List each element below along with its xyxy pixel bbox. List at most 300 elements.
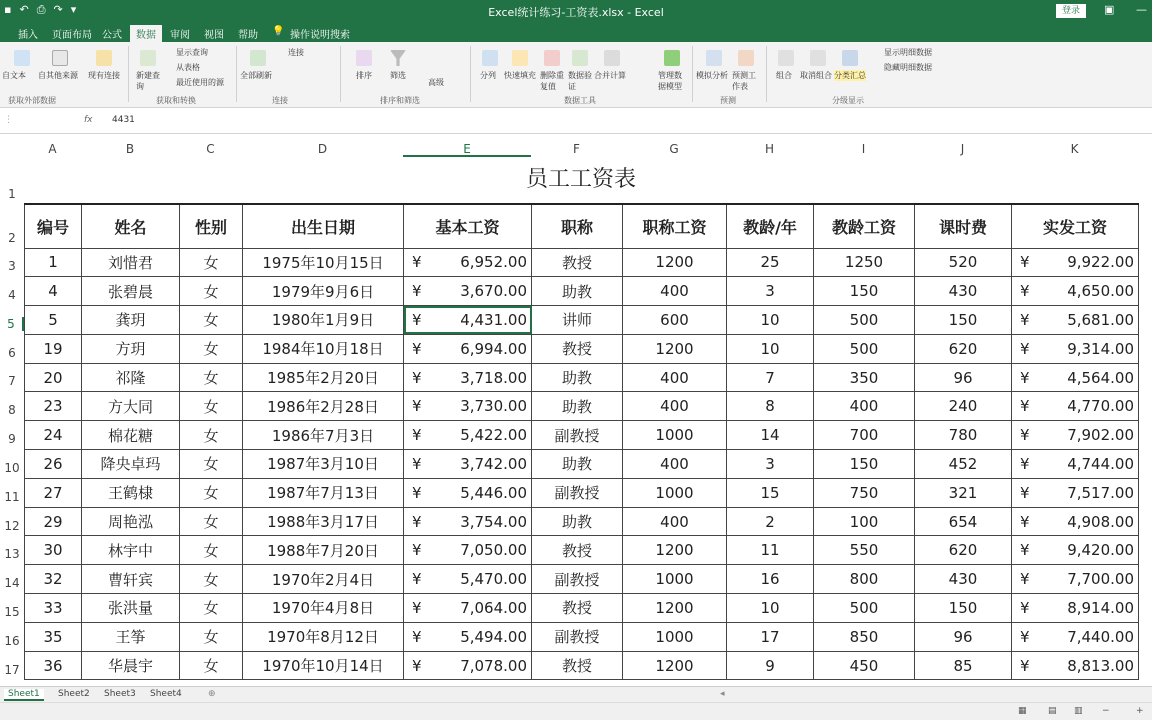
table-row	[25, 651, 1139, 680]
table-cell[interactable]: 1985年2月20日	[243, 363, 404, 392]
sheet-tab-2[interactable]: Sheet2	[58, 689, 90, 699]
currency-value: 3,730.00	[460, 397, 527, 416]
table-cell[interactable]	[1012, 248, 1139, 277]
table-cell[interactable]: 周艳泓	[82, 507, 180, 536]
what-if-analysis-button[interactable]: 模拟分析	[696, 71, 728, 80]
table-cell[interactable]: 女	[180, 450, 243, 479]
table-cell[interactable]: 850	[814, 622, 915, 651]
table-cell[interactable]: 1970年10月14日	[243, 651, 404, 680]
table-cell[interactable]: 150	[814, 277, 915, 306]
table-row	[25, 622, 1139, 651]
currency-symbol: ¥	[1020, 656, 1030, 675]
table-cell[interactable]: 450	[814, 651, 915, 680]
table-cell[interactable]	[1012, 334, 1139, 363]
table-cell[interactable]: 20	[25, 363, 82, 392]
currency-symbol: ¥	[1020, 627, 1030, 646]
data-model-icon	[664, 50, 680, 66]
zoom-out-icon[interactable]: −	[1102, 706, 1110, 716]
sheet-tab-1[interactable]: Sheet1	[4, 689, 44, 701]
table-cell[interactable]: 女	[180, 248, 243, 277]
table-cell[interactable]: 副教授	[532, 478, 623, 507]
table-cell[interactable]: 1000	[623, 478, 727, 507]
table-cell[interactable]	[404, 334, 532, 363]
table-cell[interactable]: 15	[727, 478, 814, 507]
page-layout-view-icon[interactable]: ▤	[1048, 706, 1057, 716]
table-cell[interactable]: 33	[25, 594, 82, 623]
sheet-title-cell[interactable]: 员工工资表	[525, 167, 636, 192]
column-header-i[interactable]: I	[813, 141, 914, 157]
table-cell[interactable]: 1986年2月28日	[243, 392, 404, 421]
table-cell[interactable]: 1200	[623, 536, 727, 565]
existing-connections-button[interactable]: 现有连接	[88, 71, 120, 80]
table-cell[interactable]: 16	[727, 565, 814, 594]
currency-value: 7,078.00	[460, 656, 527, 675]
table-row	[25, 306, 1139, 335]
table-cell[interactable]: 女	[180, 421, 243, 450]
table-cell[interactable]: 助教	[532, 363, 623, 392]
table-cell[interactable]: 36	[25, 651, 82, 680]
connections-button[interactable]: 连接	[288, 48, 304, 57]
normal-view-icon[interactable]: ▦	[1018, 706, 1027, 716]
table-cell[interactable]: 女	[180, 277, 243, 306]
currency-value: 7,700.00	[1067, 570, 1134, 589]
table-cell[interactable]: 助教	[532, 507, 623, 536]
remove-duplicates-button[interactable]: 删除重复值	[540, 71, 564, 91]
table-cell[interactable]	[1012, 478, 1139, 507]
ribbon-separator	[128, 46, 129, 102]
table-cell[interactable]: 女	[180, 334, 243, 363]
table-cell[interactable]: 150	[915, 306, 1012, 335]
table-cell[interactable]: 3	[727, 450, 814, 479]
ribbon-separator	[236, 46, 237, 102]
table-cell[interactable]: 1987年7月13日	[243, 478, 404, 507]
table-cell[interactable]: 23	[25, 392, 82, 421]
table-cell[interactable]: 1988年3月17日	[243, 507, 404, 536]
table-cell[interactable]: 520	[915, 248, 1012, 277]
table-cell[interactable]: 女	[180, 651, 243, 680]
show-queries-button[interactable]: 显示查询	[176, 48, 208, 57]
currency-symbol: ¥	[412, 368, 422, 387]
add-sheet-icon[interactable]: ⊕	[208, 689, 216, 699]
row-header[interactable]: 11	[4, 490, 20, 504]
table-cell[interactable]: 9	[727, 651, 814, 680]
recent-sources-button[interactable]: 最近使用的源	[176, 78, 224, 87]
table-cell[interactable]: 刘惜君	[82, 248, 180, 277]
table-cell[interactable]: 1970年2月4日	[243, 565, 404, 594]
table-cell[interactable]: 400	[814, 392, 915, 421]
table-cell[interactable]: 35	[25, 622, 82, 651]
table-cell[interactable]: 祁隆	[82, 363, 180, 392]
table-cell[interactable]: 150	[814, 450, 915, 479]
table-cell[interactable]: 助教	[532, 450, 623, 479]
column-header-j[interactable]: J	[914, 141, 1011, 157]
table-cell[interactable]: 1979年9月6日	[243, 277, 404, 306]
column-header-e[interactable]: E	[403, 141, 531, 157]
table-cell[interactable]: 430	[915, 565, 1012, 594]
currency-value: 6,994.00	[460, 339, 527, 358]
currency-value: 5,470.00	[460, 570, 527, 589]
column-header-h[interactable]: H	[726, 141, 813, 157]
table-cell[interactable]: 452	[915, 450, 1012, 479]
table-cell[interactable]: 助教	[532, 392, 623, 421]
table-cell[interactable]: 助教	[532, 277, 623, 306]
group-label-sort-filter: 排序和筛选	[380, 96, 420, 105]
tab-view[interactable]: 视图	[204, 30, 224, 41]
show-detail-button[interactable]: 显示明细数据	[884, 48, 932, 57]
row-header[interactable]: 8	[8, 403, 16, 417]
data-validation-button[interactable]: 数据验证	[568, 71, 592, 91]
column-header-a[interactable]: A	[24, 141, 81, 157]
table-cell[interactable]: 1	[25, 248, 82, 277]
table-cell[interactable]: 17	[727, 622, 814, 651]
hide-detail-button[interactable]: 隐藏明细数据	[884, 63, 932, 72]
table-cell[interactable]	[1012, 565, 1139, 594]
table-cell[interactable]	[1012, 594, 1139, 623]
table-cell[interactable]: 10	[727, 306, 814, 335]
currency-value: 7,064.00	[460, 598, 527, 617]
table-cell[interactable]: 2	[727, 507, 814, 536]
currency-symbol: ¥	[412, 627, 422, 646]
column-header-d[interactable]: D	[242, 141, 403, 157]
table-cell[interactable]	[404, 507, 532, 536]
other-sources-button[interactable]: 自其他来源	[38, 71, 78, 80]
tab-data[interactable]: 数据	[130, 25, 162, 42]
table-cell[interactable]	[404, 594, 532, 623]
login-button[interactable]: 登录	[1056, 4, 1086, 18]
table-cell[interactable]	[404, 306, 532, 335]
table-cell[interactable]	[1012, 277, 1139, 306]
header-cell[interactable]: 教龄/年	[727, 204, 814, 248]
table-cell[interactable]: 500	[814, 594, 915, 623]
table-cell[interactable]: 10	[727, 594, 814, 623]
column-header-f[interactable]: F	[531, 141, 622, 157]
table-cell[interactable]: 150	[915, 594, 1012, 623]
table-cell[interactable]: 10	[727, 334, 814, 363]
table-cell[interactable]: 女	[180, 565, 243, 594]
table-cell[interactable]: 女	[180, 392, 243, 421]
save-icon[interactable]: ▪	[4, 3, 12, 16]
sheet-tab-4[interactable]: Sheet4	[150, 689, 182, 699]
tab-insert[interactable]: 插入	[18, 30, 38, 41]
table-cell[interactable]: 女	[180, 507, 243, 536]
table-cell[interactable]: 800	[814, 565, 915, 594]
flash-fill-button[interactable]: 快速填充	[504, 71, 536, 80]
currency-value: 5,446.00	[460, 483, 527, 502]
currency-symbol: ¥	[1020, 253, 1030, 272]
table-cell[interactable]: 林宇中	[82, 536, 180, 565]
header-cell[interactable]: 教龄工资	[814, 204, 915, 248]
row-header[interactable]: 3	[8, 259, 16, 273]
table-cell[interactable]: 1987年3月10日	[243, 450, 404, 479]
table-cell[interactable]: 1000	[623, 565, 727, 594]
group-label-outline: 分级显示	[832, 96, 864, 105]
table-cell[interactable]: 1988年7月20日	[243, 536, 404, 565]
table-cell[interactable]: 副教授	[532, 421, 623, 450]
row-header[interactable]: 15	[4, 605, 20, 619]
table-cell[interactable]	[404, 536, 532, 565]
currency-value: 7,440.00	[1067, 627, 1134, 646]
table-cell[interactable]	[1012, 450, 1139, 479]
header-cell[interactable]: 实发工资	[1012, 204, 1139, 248]
table-cell[interactable]: 240	[915, 392, 1012, 421]
table-cell[interactable]: 400	[623, 277, 727, 306]
row-header[interactable]: 6	[8, 346, 16, 360]
table-cell[interactable]: 教授	[532, 594, 623, 623]
table-cell[interactable]: 1970年8月12日	[243, 622, 404, 651]
sheet-tab-3[interactable]: Sheet3	[104, 689, 136, 699]
table-cell[interactable]: 1200	[623, 248, 727, 277]
new-query-button[interactable]: 新建查询	[136, 71, 160, 91]
header-cell[interactable]: 课时费	[915, 204, 1012, 248]
tab-help[interactable]: 帮助	[238, 30, 258, 41]
table-cell[interactable]	[404, 363, 532, 392]
table-row	[25, 248, 1139, 277]
table-cell[interactable]	[404, 421, 532, 450]
sort-button[interactable]: 排序	[356, 71, 372, 80]
customize-toolbar-icon[interactable]: ▾	[70, 3, 77, 16]
table-row	[25, 450, 1139, 479]
column-header-b[interactable]: B	[81, 141, 179, 157]
tab-formulas[interactable]: 公式	[102, 30, 122, 41]
table-cell[interactable]: 29	[25, 507, 82, 536]
table-cell[interactable]	[1012, 507, 1139, 536]
table-cell[interactable]	[404, 248, 532, 277]
text-to-columns-button[interactable]: 分列	[480, 71, 496, 80]
row-header[interactable]: 1	[8, 187, 16, 201]
table-cell[interactable]: 7	[727, 363, 814, 392]
table-cell[interactable]: 620	[915, 334, 1012, 363]
table-cell[interactable]: 棉花糖	[82, 421, 180, 450]
table-cell[interactable]	[404, 622, 532, 651]
table-cell[interactable]: 1975年10月15日	[243, 248, 404, 277]
currency-value: 6,952.00	[460, 253, 527, 272]
table-cell[interactable]: 3	[727, 277, 814, 306]
print-preview-icon[interactable]: ⎙	[36, 3, 46, 16]
table-cell[interactable]	[404, 392, 532, 421]
row-header[interactable]: 14	[4, 576, 20, 590]
insert-function-icon[interactable]: fx	[84, 115, 93, 125]
column-header-g[interactable]: G	[622, 141, 726, 157]
currency-value: 7,902.00	[1067, 426, 1134, 445]
table-cell[interactable]	[1012, 363, 1139, 392]
table-cell[interactable]: 14	[727, 421, 814, 450]
from-text-button[interactable]: 自文本	[2, 71, 26, 80]
table-cell[interactable]: 张碧晨	[82, 277, 180, 306]
table-cell[interactable]: 王筝	[82, 622, 180, 651]
table-cell[interactable]	[404, 478, 532, 507]
name-box[interactable]: ⋮	[4, 115, 13, 125]
row-header[interactable]: 4	[8, 288, 16, 302]
table-cell[interactable]: 降央卓玛	[82, 450, 180, 479]
currency-symbol: ¥	[1020, 512, 1030, 531]
tell-me-search[interactable]: 操作说明搜索	[290, 30, 350, 41]
table-cell[interactable]: 8	[727, 392, 814, 421]
currency-value: 7,050.00	[460, 541, 527, 560]
table-cell[interactable]: 1000	[623, 421, 727, 450]
table-cell[interactable]	[1012, 421, 1139, 450]
table-cell[interactable]: 副教授	[532, 622, 623, 651]
table-cell[interactable]: 430	[915, 277, 1012, 306]
row-header[interactable]: 5	[0, 317, 24, 331]
advanced-filter-button[interactable]: 高级	[428, 78, 444, 87]
table-cell[interactable]: 1250	[814, 248, 915, 277]
header-cell[interactable]: 职称工资	[623, 204, 727, 248]
table-cell[interactable]: 教授	[532, 536, 623, 565]
column-header-c[interactable]: C	[179, 141, 242, 157]
table-cell[interactable]: 85	[915, 651, 1012, 680]
table-cell[interactable]	[404, 450, 532, 479]
table-cell[interactable]	[1012, 536, 1139, 565]
row-header[interactable]: 12	[4, 519, 20, 533]
table-cell[interactable]: 张洪量	[82, 594, 180, 623]
table-cell[interactable]	[1012, 622, 1139, 651]
table-cell[interactable]: 400	[623, 507, 727, 536]
table-cell[interactable]	[1012, 306, 1139, 335]
table-cell[interactable]: 500	[814, 306, 915, 335]
refresh-all-button[interactable]: 全部刷新	[240, 71, 272, 80]
table-cell[interactable]: 620	[915, 536, 1012, 565]
table-cell[interactable]: 华晨宇	[82, 651, 180, 680]
table-cell[interactable]: 女	[180, 594, 243, 623]
row-header[interactable]: 7	[8, 374, 16, 388]
table-cell[interactable]: 1200	[623, 651, 727, 680]
from-text-icon	[14, 50, 30, 66]
row-header[interactable]: 9	[8, 432, 16, 446]
table-cell[interactable]: 方大同	[82, 392, 180, 421]
consolidate-button[interactable]: 合并计算	[594, 71, 626, 80]
table-cell[interactable]: 1200	[623, 334, 727, 363]
table-cell[interactable]: 女	[180, 306, 243, 335]
table-cell[interactable]: 500	[814, 334, 915, 363]
table-cell[interactable]: 女	[180, 536, 243, 565]
table-cell[interactable]	[404, 651, 532, 680]
ribbon-display-icon[interactable]: ▣	[1104, 3, 1115, 16]
group-label-connections: 连接	[272, 96, 288, 105]
zoom-in-icon[interactable]: +	[1136, 706, 1144, 716]
table-cell[interactable]: 24	[25, 421, 82, 450]
table-cell[interactable]: 25	[727, 248, 814, 277]
table-cell[interactable]: 女	[180, 622, 243, 651]
table-cell[interactable]	[1012, 392, 1139, 421]
header-cell[interactable]: 编号	[25, 204, 82, 248]
currency-value: 4,650.00	[1067, 282, 1134, 301]
table-cell[interactable]: 1970年4月8日	[243, 594, 404, 623]
forecast-sheet-icon	[738, 50, 754, 66]
tab-review[interactable]: 审阅	[170, 30, 190, 41]
table-cell[interactable]: 龚玥	[82, 306, 180, 335]
subtotal-button[interactable]: 分类汇总	[834, 71, 866, 80]
table-cell[interactable]: 1986年7月3日	[243, 421, 404, 450]
table-cell[interactable]: 350	[814, 363, 915, 392]
header-cell[interactable]: 职称	[532, 204, 623, 248]
table-cell[interactable]: 400	[623, 392, 727, 421]
table-row	[25, 421, 1139, 450]
row-header[interactable]: 2	[8, 231, 16, 245]
table-cell[interactable]: 女	[180, 478, 243, 507]
header-cell[interactable]: 姓名	[82, 204, 180, 248]
header-cell[interactable]: 出生日期	[243, 204, 404, 248]
column-header-k[interactable]: K	[1011, 141, 1138, 157]
row-header[interactable]: 10	[4, 461, 20, 475]
table-cell[interactable]: 王鹤棣	[82, 478, 180, 507]
table-cell[interactable]: 1980年1月9日	[243, 306, 404, 335]
header-cell[interactable]: 基本工资	[404, 204, 532, 248]
table-cell[interactable]: 1200	[623, 594, 727, 623]
existing-connections-icon	[96, 50, 112, 66]
header-cell[interactable]: 性别	[180, 204, 243, 248]
manage-data-model-button[interactable]: 管理数据模型	[658, 71, 682, 91]
table-cell[interactable]: 19	[25, 334, 82, 363]
table-cell[interactable]	[404, 277, 532, 306]
formula-input[interactable]: 4431	[112, 115, 135, 125]
ungroup-button[interactable]: 取消组合	[800, 71, 832, 80]
table-cell[interactable]: 教授	[532, 651, 623, 680]
table-cell[interactable]: 32	[25, 565, 82, 594]
forecast-sheet-button[interactable]: 预测工作表	[732, 71, 756, 91]
table-cell[interactable]: 96	[915, 363, 1012, 392]
ribbon-separator	[470, 46, 471, 102]
table-cell[interactable]: 750	[814, 478, 915, 507]
currency-value: 9,314.00	[1067, 339, 1134, 358]
table-cell[interactable]: 100	[814, 507, 915, 536]
tab-page-layout[interactable]: 页面布局	[52, 30, 92, 41]
table-cell[interactable]: 1000	[623, 622, 727, 651]
table-cell[interactable]: 654	[915, 507, 1012, 536]
table-cell[interactable]: 600	[623, 306, 727, 335]
table-cell[interactable]: 96	[915, 622, 1012, 651]
table-cell[interactable]: 550	[814, 536, 915, 565]
table-cell[interactable]: 1984年10月18日	[243, 334, 404, 363]
flash-fill-icon	[512, 50, 528, 66]
row-header[interactable]: 17	[4, 663, 20, 677]
table-cell[interactable]	[1012, 651, 1139, 680]
table-cell[interactable]: 11	[727, 536, 814, 565]
page-break-view-icon[interactable]: ▥	[1074, 706, 1083, 716]
row-header[interactable]: 16	[4, 634, 20, 648]
table-cell[interactable]	[404, 565, 532, 594]
table-cell[interactable]: 讲师	[532, 306, 623, 335]
minimize-icon[interactable]: —	[1136, 3, 1147, 16]
table-cell[interactable]: 教授	[532, 334, 623, 363]
table-cell[interactable]: 教授	[532, 248, 623, 277]
table-cell[interactable]: 780	[915, 421, 1012, 450]
table-cell[interactable]: 30	[25, 536, 82, 565]
ungroup-icon	[810, 50, 826, 66]
row-header[interactable]: 13	[4, 547, 20, 561]
table-cell[interactable]: 27	[25, 478, 82, 507]
table-cell[interactable]: 5	[25, 306, 82, 335]
table-cell[interactable]: 700	[814, 421, 915, 450]
table-cell[interactable]: 方玥	[82, 334, 180, 363]
from-table-button[interactable]: 从表格	[176, 63, 200, 72]
table-cell[interactable]: 女	[180, 363, 243, 392]
table-cell[interactable]: 400	[623, 363, 727, 392]
table-cell[interactable]: 400	[623, 450, 727, 479]
table-cell[interactable]: 321	[915, 478, 1012, 507]
scroll-left-icon[interactable]: ◂	[720, 689, 725, 699]
header-row	[25, 204, 1139, 248]
redo-icon[interactable]: ↷	[53, 3, 63, 16]
filter-button[interactable]: 筛选	[390, 71, 406, 80]
table-cell[interactable]: 副教授	[532, 565, 623, 594]
table-cell[interactable]: 4	[25, 277, 82, 306]
table-cell[interactable]: 26	[25, 450, 82, 479]
group-button[interactable]: 组合	[776, 71, 792, 80]
undo-icon[interactable]: ↶	[19, 3, 29, 16]
table-cell[interactable]: 曹轩宾	[82, 565, 180, 594]
table-row	[25, 277, 1139, 306]
lightbulb-icon: 💡	[272, 26, 285, 37]
